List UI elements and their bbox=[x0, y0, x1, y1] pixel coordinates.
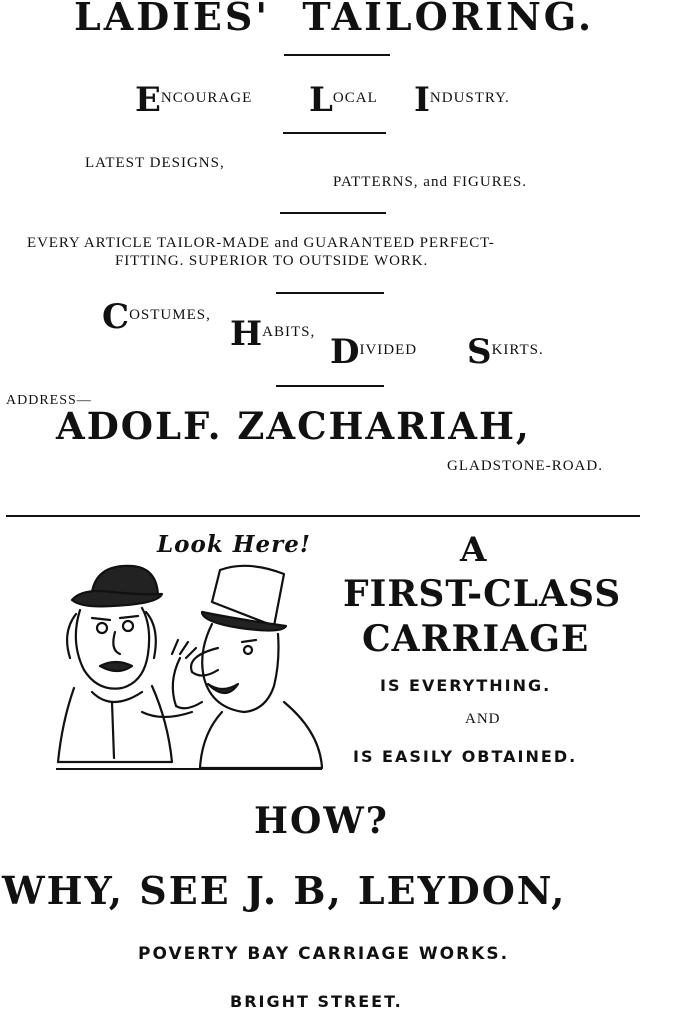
illustration-baseline bbox=[56, 768, 322, 770]
slogan-word-1 bbox=[135, 80, 252, 120]
designs-line-2: PATTERNS, and FIGURES. bbox=[333, 174, 527, 190]
drop-cap: L bbox=[309, 80, 333, 120]
line-is-everything: IS EVERYTHING. bbox=[380, 676, 552, 695]
cartoon-illustration bbox=[52, 562, 332, 772]
ad-separator bbox=[6, 515, 640, 517]
goods-word: OSTUMES, bbox=[129, 307, 211, 323]
drop-cap: I bbox=[414, 80, 430, 120]
divider bbox=[276, 292, 384, 294]
how-question: HOW? bbox=[254, 800, 389, 842]
divider bbox=[283, 132, 386, 134]
slogan-word-3 bbox=[414, 80, 510, 120]
slogan-word: NDUSTRY. bbox=[429, 90, 510, 106]
slogan-word: OCAL bbox=[332, 90, 378, 106]
divider bbox=[284, 54, 390, 56]
address-label: ADDRESS— bbox=[6, 393, 92, 408]
every-article-line-2: FITTING. SUPERIOR TO OUTSIDE WORK. bbox=[115, 253, 429, 269]
designs-line-1: LATEST DESIGNS, bbox=[85, 155, 225, 171]
drop-cap: E bbox=[135, 80, 161, 120]
ad-title: LADIES' TAILORING. bbox=[74, 0, 595, 39]
goods-habits bbox=[230, 314, 315, 354]
divider bbox=[280, 212, 386, 214]
tailor-name: ADOLF. ZACHARIAH, bbox=[56, 404, 531, 448]
goods-word: IVIDED bbox=[359, 342, 418, 358]
drop-cap: H bbox=[230, 314, 263, 354]
drop-cap: D bbox=[330, 332, 360, 372]
headline-first-class: FIRST-CLASS bbox=[343, 573, 622, 615]
goods-skirts bbox=[467, 332, 544, 372]
carriage-works: POVERTY BAY CARRIAGE WORKS. bbox=[138, 944, 510, 964]
goods-word: KIRTS. bbox=[491, 342, 544, 358]
slogan-word-2 bbox=[309, 80, 378, 120]
every-article-line-1: EVERY ARTICLE TAILOR-MADE and GUARANTEED PERFECT- bbox=[27, 235, 495, 251]
divider bbox=[276, 385, 384, 387]
drop-cap: S bbox=[467, 332, 492, 372]
look-here-caption: Look Here! bbox=[157, 531, 312, 558]
goods-costumes bbox=[102, 297, 211, 337]
headline-carriage: CARRIAGE bbox=[362, 618, 590, 660]
goods-word: ABITS, bbox=[262, 324, 316, 340]
goods-divided bbox=[330, 332, 417, 372]
drop-cap: C bbox=[102, 297, 130, 337]
bright-street: BRIGHT STREET. bbox=[230, 992, 403, 1011]
headline-a: A bbox=[460, 530, 487, 570]
see-leydon: WHY, SEE J. B, LEYDON, bbox=[2, 868, 567, 913]
line-and: AND bbox=[465, 711, 501, 727]
tailor-street: GLADSTONE-ROAD. bbox=[447, 458, 603, 474]
line-easily-obtained: IS EASILY OBTAINED. bbox=[353, 747, 578, 766]
slogan-word: NCOURAGE bbox=[160, 90, 253, 106]
